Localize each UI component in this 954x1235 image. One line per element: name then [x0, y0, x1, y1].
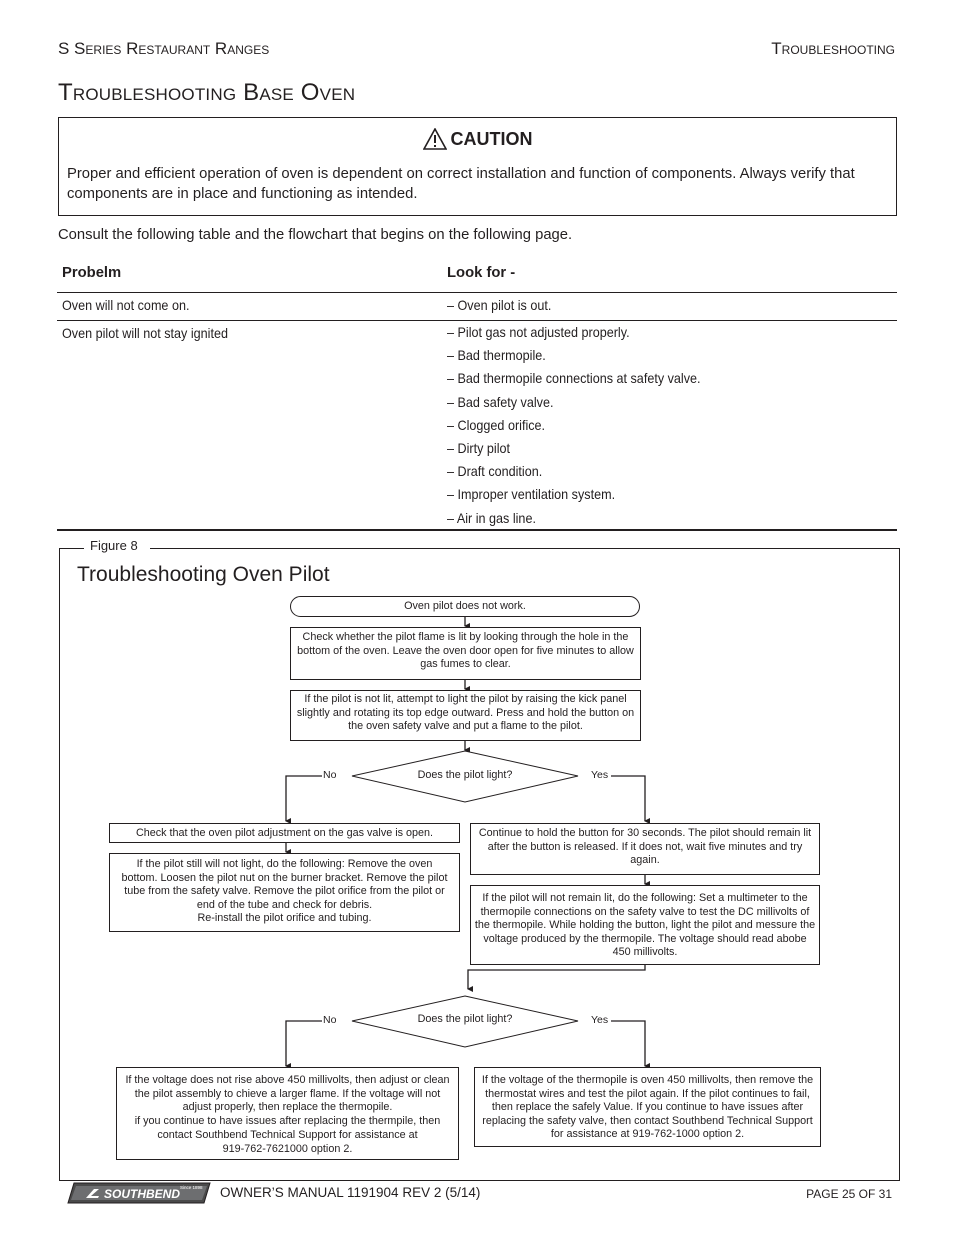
- list-item: – Clogged orifice.: [447, 416, 546, 433]
- no-label: No: [323, 769, 337, 781]
- flow-step-text: Continue to hold the button for 30 seconds. The pilot should remain lit after the button is released. If it does not, wait five minutes and try again.: [478, 827, 812, 867]
- table-cell-problem: Oven will not come on.: [62, 297, 190, 313]
- footer-manual: OWNER’S MANUAL 1191904 REV 2 (5/14): [220, 1185, 481, 1200]
- yes-label: Yes: [591, 769, 609, 781]
- section-title-text: Troubleshooting Base Oven: [58, 79, 356, 106]
- list-item: – Draft condition.: [447, 463, 543, 480]
- list-item: – Pilot gas not adjusted properly.: [447, 324, 630, 340]
- southbend-logo-graphic: [64, 1181, 214, 1205]
- list-item: – Dirty pilot: [447, 439, 511, 456]
- table-header-problem: Probelm: [62, 265, 122, 281]
- table-header-look-for: Look for -: [447, 265, 516, 281]
- figure-label: Figure 8: [84, 538, 150, 553]
- flow-step-text: If the voltage of the thermopile is oven 450 millivolts, then remove the thermostat wires and test the pilot again. If the pilot continues to fail, then replace the safely Value. If you continue to have issues after replacing the safety valve, then contact Southbend Technical Support for assistance at 919-762-1000 option 2.: [481, 1074, 814, 1141]
- flow-bottom-left-adjust: [116, 1067, 459, 1160]
- flow-step-text: If the pilot is not lit, attempt to light the pilot by raising the kick panel slightly and rotating its top edge outward. Press and hold the button on the oven safety valve and put a flame to the pilot.: [296, 693, 635, 733]
- intro-text: Consult the following table and the flowchart that begins on the following page.: [58, 227, 573, 243]
- southbend-since-text: Since 1898: [180, 1185, 203, 1190]
- southbend-logo-text: SOUTHBEND: [104, 1187, 181, 1201]
- footer-page-number: PAGE 25 OF 31: [806, 1187, 892, 1201]
- running-header-right-text: Troubleshooting: [771, 39, 895, 58]
- decision-text: Does the pilot light?: [417, 769, 513, 781]
- running-header-left-text: S Series Restaurant Ranges: [58, 39, 270, 58]
- flow-step-text: Check that the oven pilot adjustment on the gas valve is open.: [135, 827, 434, 839]
- table-cell-problem: Oven pilot will not stay ignited: [62, 325, 228, 341]
- flow-step-text: 919-762-7621000 option 2.: [222, 1143, 353, 1155]
- table-cell-look-for: – Oven pilot is out.: [447, 297, 552, 313]
- southbend-logo: [64, 1181, 214, 1210]
- flow-step-text: if you continue to have issues after replacing the thermpile, then contact Southbend Technical Support for assistance at: [134, 1115, 441, 1141]
- list-item: – Improper ventilation system.: [447, 486, 616, 503]
- yes-label: Yes: [591, 1014, 609, 1026]
- flow-step-check-flame: [290, 627, 641, 680]
- decision-text: Does the pilot light?: [417, 1013, 513, 1025]
- flow-step-text: If the pilot will not remain lit, do the following: Set a multimeter to the thermopile connections on the safety valve to test the DC millivolts of the thermopile. While holding the button, light the pilot and messure the voltage produced by the thermopile. The voltage should read abobe 450 millivolts.: [474, 892, 816, 959]
- list-item: – Bad thermopile connections at safety valve.: [447, 370, 701, 387]
- list-item: – Bad safety valve.: [447, 393, 554, 410]
- list-item: – Air in gas line.: [447, 509, 536, 526]
- flow-start: [290, 596, 640, 617]
- caution-title: CAUTION: [450, 129, 533, 149]
- flow-bottom-right-replace-valve: [474, 1067, 821, 1147]
- flow-step-text: If the voltage does not rise above 450 millivolts, then adjust or clean the pilot assembly to chieve a larger flame. If the voltage will not adjust properly, then replace the thermopile.: [125, 1074, 450, 1114]
- flow-step-text: If the pilot still will not light, do the following: Remove the oven bottom. Loosen the pilot nut on the burner bracket. Remove the pilot tube from the safety valve. Remove the pilot orifice from the pilot or end of the tube and check for debris.: [121, 858, 448, 911]
- caution-text: Proper and efficient operation of oven is dependent on correct installation and function of components. Always verify that components are in place and functioning as intended.: [67, 166, 855, 202]
- flow-start-text: Oven pilot does not work.: [404, 600, 526, 612]
- flow-step-text: Re-install the pilot orifice and tubing.: [197, 912, 372, 924]
- list-item: – Bad thermopile.: [447, 347, 546, 364]
- flow-left-check-adjustment: [109, 823, 460, 843]
- flow-step-light-pilot: [290, 690, 641, 741]
- flow-step-text: Check whether the pilot flame is lit by looking through the hole in the bottom of the oven. Leave the oven door open for five minutes to allow gas fumes to clear.: [297, 631, 634, 671]
- figure-title: Troubleshooting Oven Pilot: [77, 563, 330, 586]
- flow-left-remove-orifice: [109, 853, 460, 932]
- no-label: No: [323, 1014, 337, 1026]
- flow-right-hold-button: [470, 823, 820, 875]
- flow-right-multimeter: [470, 885, 820, 965]
